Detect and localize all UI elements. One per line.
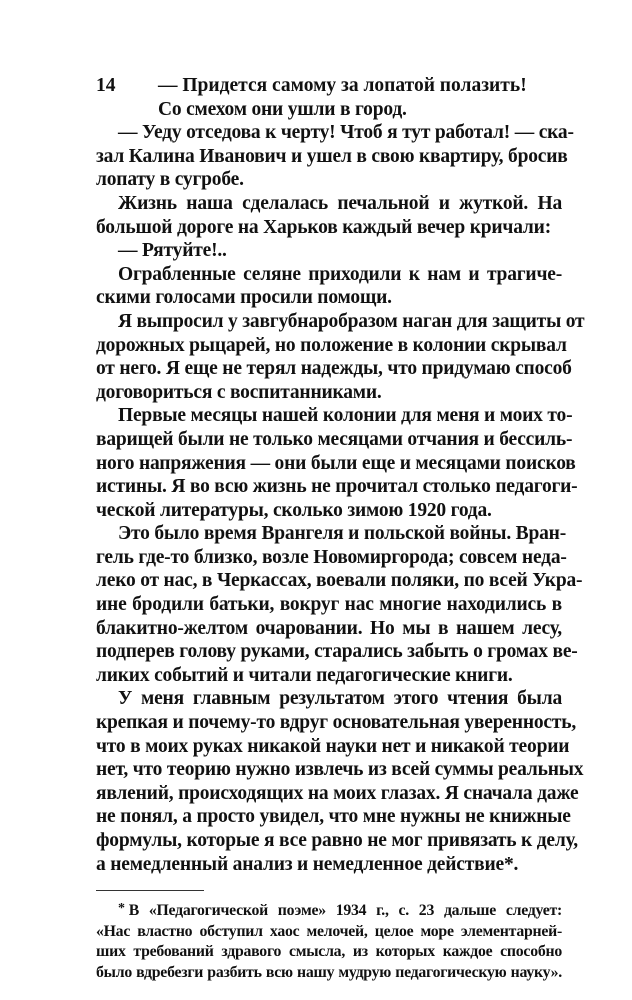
footnote-divider — [96, 890, 204, 891]
paragraph — [96, 522, 583, 687]
dialogue-line: — Придется самому за лопатой полазить! — [158, 75, 527, 96]
text-line: ине бродили батьки, вокруг нас многие находились в — [96, 594, 562, 616]
text-line: Это было время Врангеля и польской войны. Вран- — [118, 523, 567, 545]
footnote-line: ших требований здравого смысла, из которых каждое способно — [96, 943, 562, 961]
paragraph — [96, 192, 562, 239]
text-line: лопату в сугробе. — [96, 169, 244, 191]
footnote-line: было вдребезги разбить всю нашу мудрую педагогическую науку». — [96, 963, 562, 981]
text-line: договориться с воспитанниками. — [96, 381, 382, 403]
text-line: дорожных рыцарей, но положение в колонии скрывал — [96, 334, 567, 356]
text-line: Я выпросил у завгубнаробразом наган для защиты от — [118, 310, 585, 332]
text-line: подперев голову руками, старались забыть о громах ве- — [96, 641, 578, 663]
paragraph — [96, 98, 562, 122]
footnote-marker: * — [118, 901, 125, 917]
text-line: истины. Я во всю жизнь не прочитал столько педагоги- — [96, 476, 578, 498]
paragraph — [96, 121, 574, 192]
text-line: ческой литературы, сколько зимою 1920 года. — [96, 499, 492, 521]
text-line: блакитно-желтом очаровании. Но мы в нашем лесу, — [96, 617, 562, 639]
text-line: явлений, происходящих на моих глазах. Я сначала даже — [96, 782, 579, 804]
text-line: а немедленный анализ и немедленное действие*. — [96, 853, 519, 875]
text-line: варищей были не только месяцами отчания и бессиль- — [96, 428, 573, 450]
text-line: зал Калина Иванович и ушел в свою квартиру, бросив — [96, 145, 568, 167]
paragraph — [96, 263, 562, 310]
footnote-text: В «Педагогической поэме» 1934 г., с. 23 дальше следует: — [128, 902, 562, 920]
paragraph — [96, 239, 562, 263]
text-line: большой дороге на Харьков каждый вечер кричали: — [96, 216, 552, 238]
text-line: формулы, которые я все равно не мог привязать к делу, — [96, 830, 578, 851]
text-line: что в моих руках никакой науки нет и никакой теории — [96, 735, 570, 757]
paragraph — [96, 404, 578, 522]
first-line — [96, 74, 562, 98]
text-line: скими голосами просили помощи. — [96, 287, 392, 309]
text-line: ликих событий и читали педагогические книги. — [96, 664, 513, 686]
text-line: гель где-то близко, возле Новомиргорода; совсем неда- — [96, 546, 567, 568]
text-line: не понял, а просто увидел, что мне нужны не книжные — [96, 806, 571, 828]
text-line: Первые месяцы нашей колонии для меня и моих то- — [118, 405, 573, 427]
book-page — [96, 74, 585, 983]
text-line: от него. Я еще не терял надежды, что придумаю способ — [96, 358, 572, 380]
text-line: — Уеду отседова к черту! Чтоб я тут работал! — ска- — [118, 122, 574, 144]
paragraph — [96, 310, 585, 404]
text-line: Ограбленные селяне приходили к нам и трагиче- — [118, 263, 562, 285]
text-line: У меня главным результатом этого чтения была — [118, 688, 562, 710]
text-line: нет, что теорию нужно извлечь из всей суммы реальных — [96, 759, 584, 781]
paragraph — [96, 687, 584, 876]
footnote — [96, 899, 562, 983]
page-number: 14 — [96, 75, 116, 96]
footnote-line: «Нас властно обступил хаос мелочей, целое море элементарней- — [96, 922, 562, 940]
footnote-line — [96, 899, 562, 922]
text-line: ного напряжения — они были еще и месяцами поисков — [96, 452, 576, 474]
text-line: Со смехом они ушли в город. — [158, 98, 407, 120]
text-line: — Рятуйте!.. — [118, 240, 227, 262]
text-line: Жизнь наша сделалась печальной и жуткой. На — [118, 192, 562, 214]
text-line: крепкая и почему-то вдруг основательная уверенность, — [96, 712, 577, 734]
text-line: леко от нас, в Черкассах, воевали поляки, по всей Укра- — [96, 570, 583, 592]
